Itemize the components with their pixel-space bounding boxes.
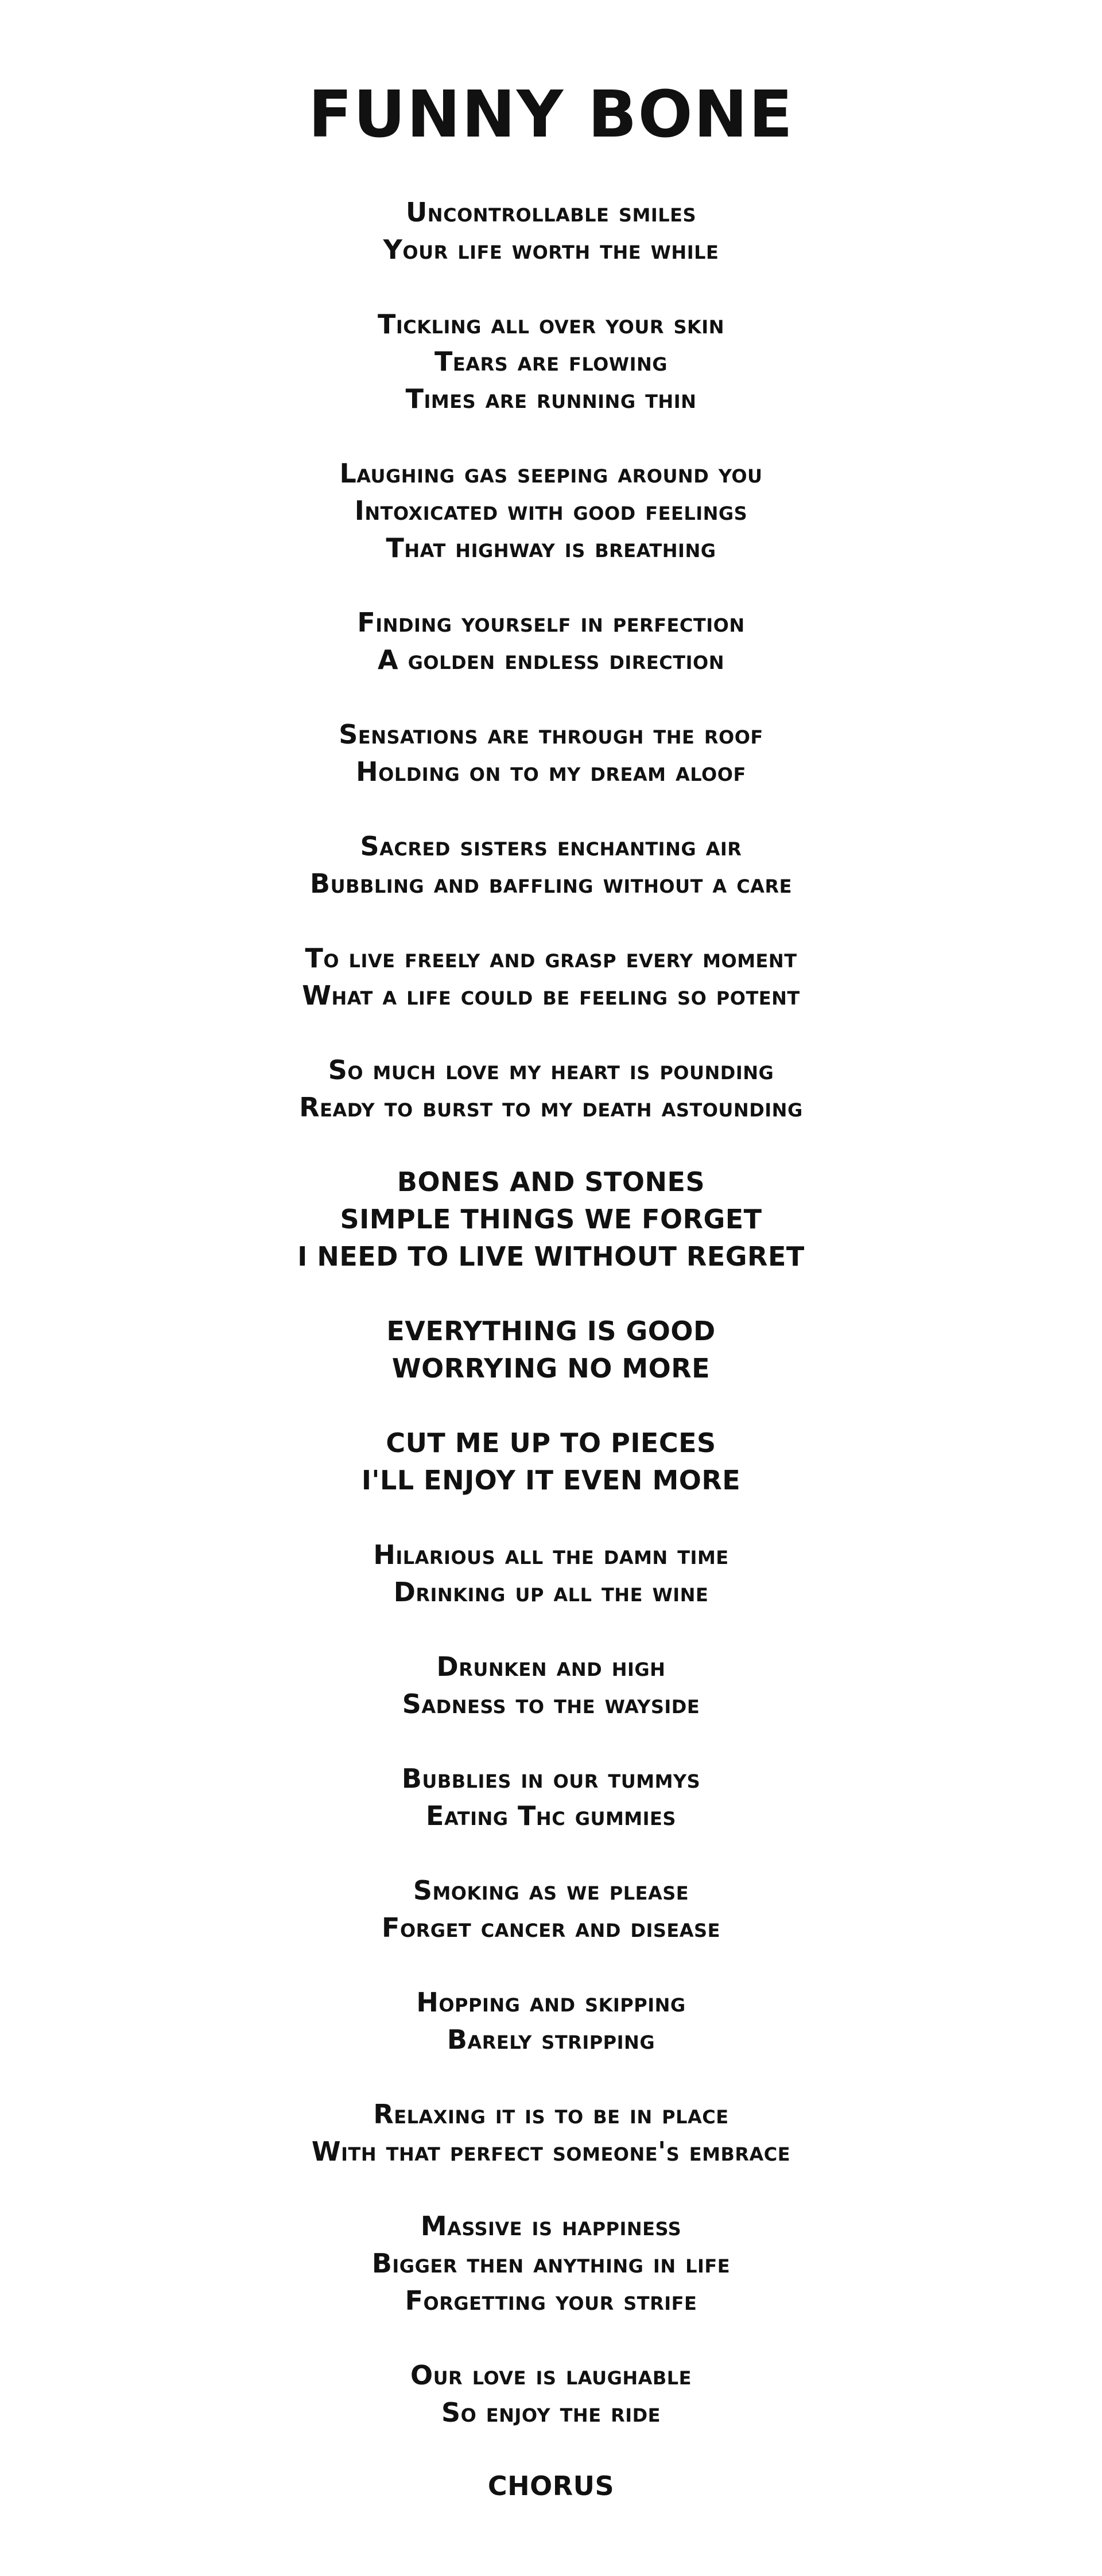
- poem-line: Tickling all over your skin: [377, 309, 724, 340]
- poem-line: Drunken and high: [436, 1651, 666, 1682]
- stanza: [0, 2096, 1102, 2170]
- poem-line: I'LL ENJOY IT EVEN MORE: [361, 1465, 741, 1496]
- chorus-stanza: [0, 2468, 1102, 2505]
- poem-line: Tears are flowing: [434, 346, 668, 377]
- poem-line: Bubbling and baffling without a care: [310, 868, 792, 899]
- poem-line: Smoking as we please: [413, 1875, 689, 1906]
- stanza: [0, 828, 1102, 902]
- poem-line: With that perfect someone's embrace: [311, 2136, 791, 2167]
- poem-line: EVERYTHING IS GOOD: [386, 1316, 716, 1347]
- poem-line: So much love my heart is pounding: [328, 1054, 774, 1085]
- poem-line: So enjoy the ride: [441, 2397, 661, 2428]
- poem-line: Sadness to the wayside: [402, 1688, 700, 1719]
- stanza: [0, 1052, 1102, 1126]
- stanza: [0, 716, 1102, 791]
- poem-line: Forget cancer and disease: [382, 1912, 720, 1943]
- poem-line: Hilarious all the damn time: [373, 1539, 729, 1570]
- poem-line: Eating Thc gummies: [426, 1800, 676, 1831]
- poem-line: Bigger then anything in life: [371, 2248, 731, 2279]
- stanza: [0, 1536, 1102, 1611]
- stanza: [0, 306, 1102, 418]
- stanza: [0, 1425, 1102, 1499]
- poem-line: Barely stripping: [447, 2024, 655, 2055]
- poem-line: SIMPLE THINGS WE FORGET: [340, 1204, 762, 1235]
- poem-line: CUT ME UP TO PIECES: [386, 1427, 716, 1458]
- poem-line: Finding yourself in perfection: [357, 607, 745, 638]
- poem-line: Your life worth the while: [383, 234, 719, 265]
- poem-line: Sensations are through the roof: [339, 719, 763, 750]
- poem-line: To live freely and grasp every moment: [305, 943, 797, 974]
- stanza: [0, 2357, 1102, 2431]
- poem-line: Drinking up all the wine: [393, 1577, 709, 1608]
- poem-line: WORRYING NO MORE: [391, 1353, 711, 1384]
- stanza: [0, 604, 1102, 679]
- poem-line: Sacred sisters enchanting air: [360, 831, 742, 862]
- stanza: [0, 1872, 1102, 1947]
- stanza: [0, 1984, 1102, 2059]
- poem-line: A golden endless direction: [378, 644, 724, 675]
- poem-line: Times are running thin: [405, 383, 697, 414]
- poem-line: Relaxing it is to be in place: [373, 2099, 729, 2130]
- stanza: [0, 1313, 1102, 1387]
- stanza: [0, 1760, 1102, 1835]
- poem-line: That highway is breathing: [386, 532, 716, 563]
- poem-line: Massive is happiness: [420, 2211, 682, 2242]
- poem-line: What a life could be feeling so potent: [302, 980, 800, 1011]
- stanza: [0, 940, 1102, 1014]
- stanza: [0, 1164, 1102, 1275]
- poem-line: Intoxicated with good feelings: [354, 495, 748, 526]
- stanza: [0, 455, 1102, 567]
- poem-line: Hopping and skipping: [416, 1987, 686, 2018]
- stanza: [0, 1648, 1102, 1723]
- poem-line: BONES AND STONES: [397, 1166, 705, 1197]
- poem-title: FUNNY BONE: [308, 77, 794, 152]
- stanza: [0, 2208, 1102, 2320]
- chorus-label: CHORUS: [487, 2470, 615, 2501]
- stanza: [0, 194, 1102, 269]
- poem-line: I NEED TO LIVE WITHOUT REGRET: [297, 1241, 805, 1272]
- poem-line: Laughing gas seeping around you: [339, 458, 763, 489]
- poem-line: Forgetting your strife: [405, 2285, 697, 2316]
- poem-line: Holding on to my dream aloof: [356, 756, 746, 787]
- poem-body: [0, 194, 1102, 2505]
- poem-line: Uncontrollable smiles: [405, 197, 697, 228]
- poem-line: Our love is laughable: [410, 2360, 692, 2391]
- poem-line: Bubblies in our tummys: [401, 1763, 701, 1794]
- poem-line: Ready to burst to my death astounding: [299, 1092, 803, 1123]
